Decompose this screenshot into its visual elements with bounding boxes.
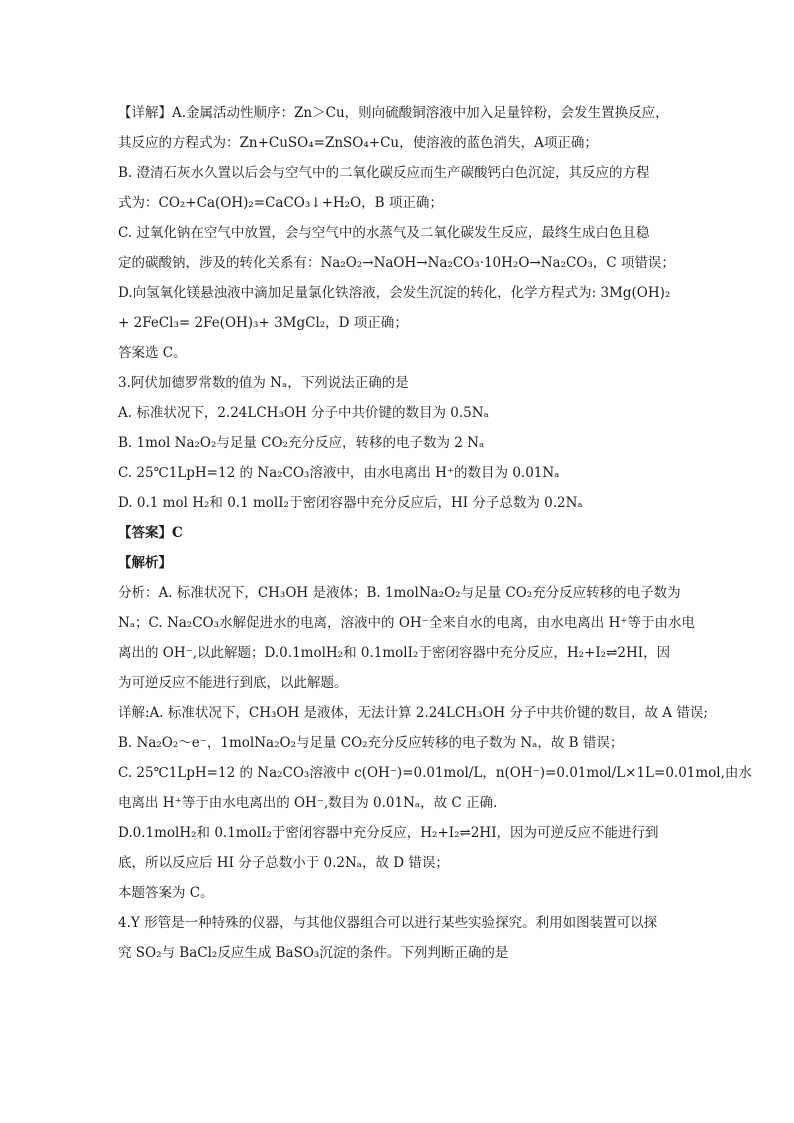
explanation-line-6: 定的碳酸钠，涉及的转化关系有：Na₂O₂→NaOH→Na₂CO₃·10H₂O→Na₂CO₃，C 项错误； bbox=[118, 255, 675, 271]
analysis-line-3: 离出的 OH⁻,以此解题；D.0.1molH₂和 0.1molI₂于密闭容器中充分反应，H₂+I₂⇌2HI，因 bbox=[118, 645, 671, 661]
detail-line-1: 详解:A. 标准状况下，CH₃OH 是液体，无法计算 2.24LCH₃OH 分子中共价键的数目，故 A 错误; bbox=[118, 705, 708, 721]
question-3-option-a: A. 标准状况下，2.24LCH₃OH 分子中共价键的数目为 0.5Nₐ bbox=[118, 405, 489, 421]
explanation-line-5: C. 过氧化钠在空气中放置，会与空气中的水蒸气及二氧化碳发生反应，最终生成白色且稳 bbox=[118, 225, 650, 241]
question-4-stem-line-1: 4.Y 形管是一种特殊的仪器，与其他仪器组合可以进行某些实验探究。利用如图装置可以探 bbox=[118, 915, 658, 931]
analysis-line-4: 为可逆反应不能进行到底，以此解题。 bbox=[118, 675, 348, 691]
conclusion-line: 本题答案为 C。 bbox=[118, 885, 214, 901]
explanation-line-7: D.向氢氧化镁悬浊液中滴加足量氯化铁溶液，会发生沉淀的转化，化学方程式为: 3Mg(OH)₂ bbox=[118, 285, 671, 301]
detail-line-3: C. 25℃1LpH=12 的 Na₂CO₃溶液中 c(OH⁻)=0.01mol/L，n(OH⁻)=0.01mol/L×1L=0.01mol,由水 bbox=[118, 765, 752, 781]
detail-line-4: 电离出 H⁺等于由水电离出的 OH⁻,数目为 0.01Nₐ，故 C 正确. bbox=[118, 795, 498, 811]
answer-choice-line: 答案选 C。 bbox=[118, 345, 187, 361]
question-3-option-c: C. 25℃1LpH=12 的 Na₂CO₃溶液中，由水电离出 H⁺的数目为 0.01Nₐ bbox=[118, 465, 560, 481]
analysis-line-1: 分析：A. 标准状况下，CH₃OH 是液体；B. 1molNa₂O₂与足量 CO₂充分反应转移的电子数为 bbox=[118, 585, 681, 601]
explanation-line-1: 【详解】A.金属活动性顺序：Zn＞Cu，则向硫酸铜溶液中加入足量锌粉，会发生置换反应， bbox=[118, 105, 669, 121]
analysis-line-2: Nₐ；C. Na₂CO₃水解促进水的电离，溶液中的 OH⁻全来自水的电离，由水电离出 H⁺等于由水电 bbox=[118, 615, 695, 631]
question-3-option-d: D. 0.1 mol H₂和 0.1 molI₂于密闭容器中充分反应后，HI 分子总数为 0.2Nₐ bbox=[118, 495, 583, 511]
question-3-option-b: B. 1mol Na₂O₂与足量 CO₂充分反应，转移的电子数为 2 Nₐ bbox=[118, 435, 485, 451]
detail-line-2: B. Na₂O₂～e⁻，1molNa₂O₂与足量 CO₂充分反应转移的电子数为 Nₐ，故 B 错误； bbox=[118, 735, 624, 751]
detail-line-5: D.0.1molH₂和 0.1molI₂于密闭容器中充分反应，H₂+I₂⇌2HI，因为可逆反应不能进行到 bbox=[118, 825, 659, 841]
analysis-heading: 【解析】 bbox=[118, 555, 172, 571]
question-3-stem: 3.阿伏加德罗常数的值为 Nₐ，下列说法正确的是 bbox=[118, 375, 409, 391]
explanation-line-2: 其反应的方程式为：Zn+CuSO₄=ZnSO₄+Cu，使溶液的蓝色消失，A项正确； bbox=[118, 135, 598, 151]
explanation-line-4: 式为：CO₂+Ca(OH)₂=CaCO₃↓+H₂O，B 项正确； bbox=[118, 195, 443, 211]
question-4-stem-line-2: 究 SO₂与 BaCl₂反应生成 BaSO₃沉淀的条件。下列判断正确的是 bbox=[118, 945, 509, 961]
detail-line-6: 底，所以反应后 HI 分子总数小于 0.2Nₐ，故 D 错误； bbox=[118, 855, 449, 871]
explanation-line-3: B. 澄清石灰水久置以后会与空气中的二氧化碳反应而生产碳酸钙白色沉淀，其反应的方程 bbox=[118, 165, 650, 181]
explanation-line-8: + 2FeCl₃= 2Fe(OH)₃+ 3MgCl₂，D 项正确； bbox=[118, 315, 408, 331]
answer-heading: 【答案】C bbox=[118, 525, 183, 541]
